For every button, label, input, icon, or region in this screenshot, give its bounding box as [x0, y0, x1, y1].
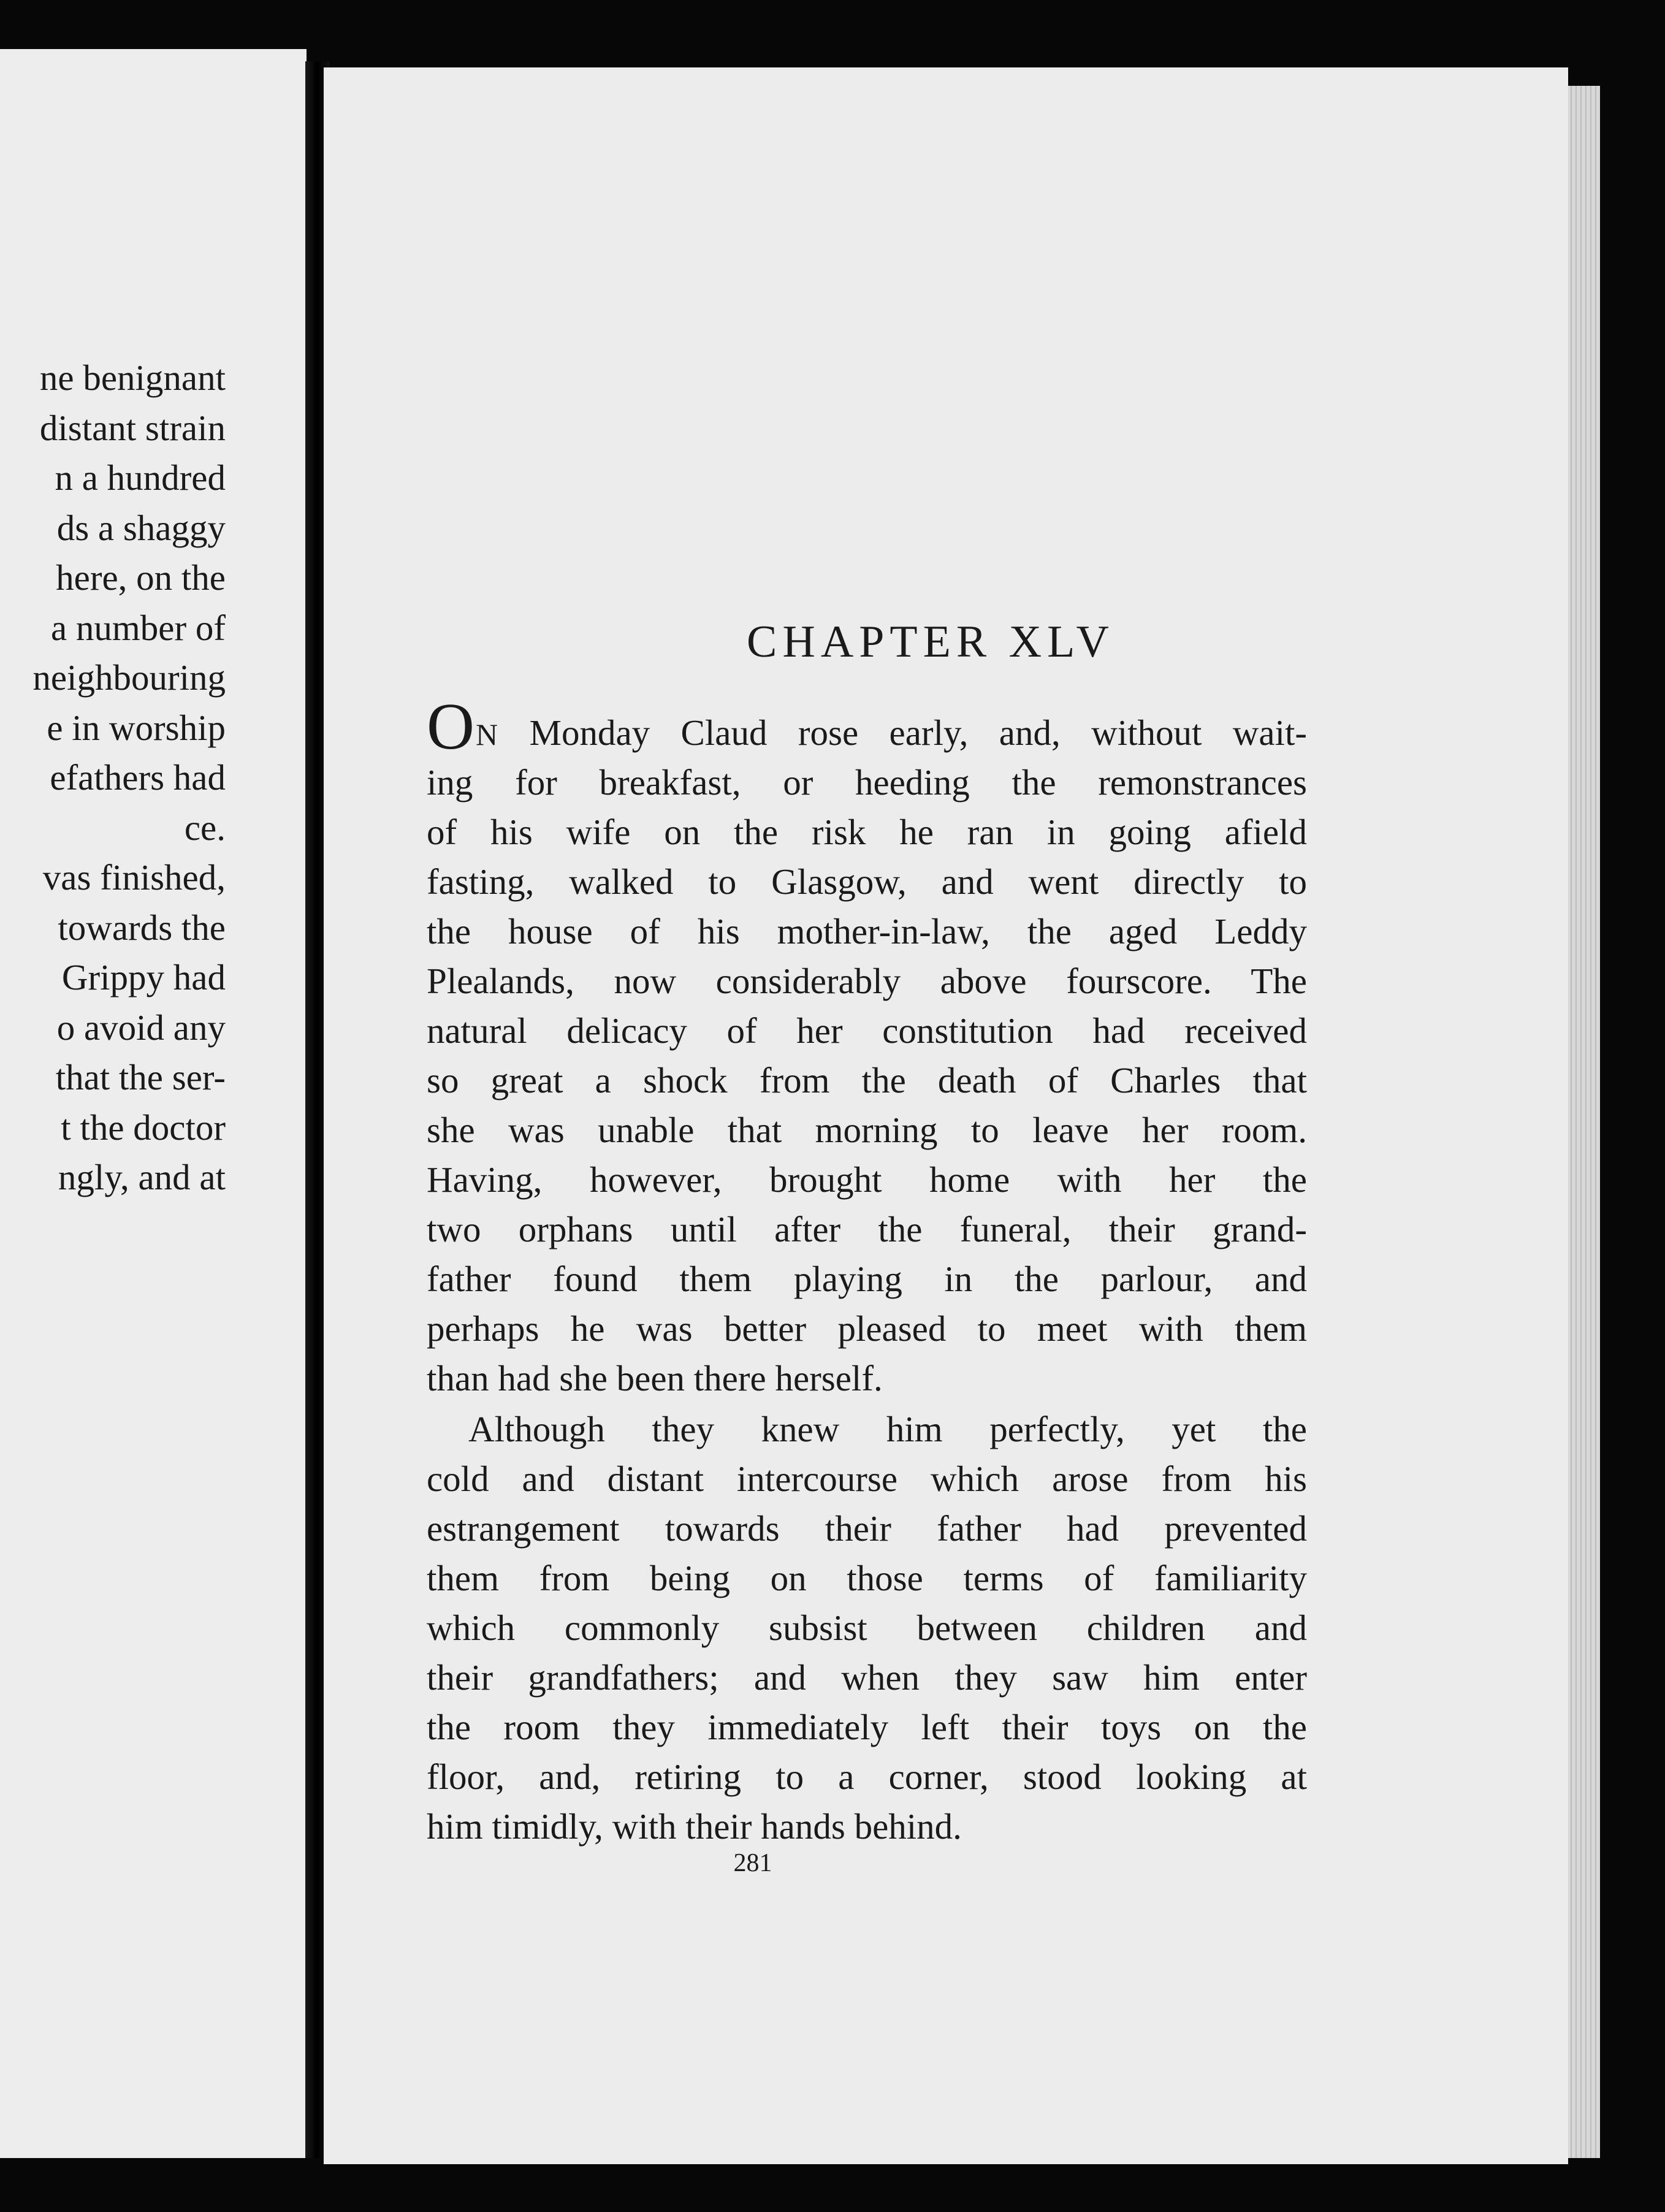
right-page: [324, 67, 1568, 2164]
text-line: the room they immediately left their toys on the: [427, 1707, 1307, 1747]
text-line: here, on the: [56, 557, 226, 598]
text-line: which commonly subsist between children and: [427, 1608, 1307, 1648]
text-line: t the doctor: [61, 1107, 226, 1148]
text-line: ngly, and at: [58, 1157, 226, 1197]
text-line-rest: Monday Claud rose early, and, without wait-: [498, 712, 1307, 753]
text-line: perhaps he was better pleased to meet with them: [427, 1308, 1307, 1349]
text-line: him timidly, with their hands behind.: [427, 1806, 962, 1847]
text-line: [427, 690, 1307, 763]
body-text: [427, 690, 1307, 1853]
paragraph-1: [427, 690, 1307, 1403]
chapter-title: CHAPTER XLV: [747, 617, 1114, 667]
text-line: Plealands, now considerably above fourscore. The: [427, 961, 1307, 1001]
text-line: vas finished,: [42, 857, 226, 898]
text-line: efathers had: [50, 757, 226, 798]
text-line: n a hundred: [55, 457, 226, 498]
text-line: fasting, walked to Glasgow, and went directly to: [427, 861, 1307, 902]
text-line: father found them playing in the parlour, and: [427, 1259, 1307, 1299]
text-line: that the ser-: [55, 1057, 226, 1097]
text-line: estrangement towards their father had prevented: [427, 1508, 1307, 1549]
text-line: ne benignant: [39, 357, 226, 398]
small-cap: N: [476, 717, 499, 752]
text-line: two orphans until after the funeral, their grand-: [427, 1209, 1307, 1249]
text-line: floor, and, retiring to a corner, stood looking at: [427, 1756, 1307, 1797]
drop-cap: O: [427, 690, 474, 763]
text-line: of his wife on the risk he ran in going afield: [427, 812, 1307, 852]
text-line: cold and distant intercourse which arose from his: [427, 1459, 1307, 1499]
text-line: ds a shaggy: [56, 507, 226, 548]
text-line: ing for breakfast, or heeding the remonstrances: [427, 762, 1307, 803]
text-line: than had she been there herself.: [427, 1358, 883, 1398]
text-line: Although they knew him perfectly, yet the: [468, 1409, 1307, 1449]
text-line: so great a shock from the death of Charles that: [427, 1060, 1307, 1100]
text-line: their grandfathers; and when they saw him enter: [427, 1657, 1307, 1698]
text-line: ce.: [184, 807, 226, 848]
text-line: she was unable that morning to leave her room.: [427, 1110, 1307, 1150]
text-line: the house of his mother-in-law, the aged Leddy: [427, 911, 1307, 952]
text-line: o avoid any: [56, 1007, 226, 1048]
text-line: distant strain: [39, 407, 226, 448]
text-line: Having, however, brought home with her the: [427, 1159, 1307, 1200]
text-line: towards the: [58, 907, 226, 948]
left-page-text: [0, 353, 226, 1203]
paragraph-2: [427, 1405, 1307, 1852]
text-line: natural delicacy of her constitution had received: [427, 1010, 1307, 1051]
page-number: 281: [733, 1849, 772, 1877]
text-line: a number of: [50, 607, 226, 648]
text-line: them from being on those terms of familiarity: [427, 1558, 1307, 1598]
text-line: Grippy had: [61, 957, 226, 997]
left-facing-page: [0, 49, 307, 2158]
text-line: neighbouring: [32, 657, 226, 698]
text-line: e in worship: [47, 707, 226, 748]
